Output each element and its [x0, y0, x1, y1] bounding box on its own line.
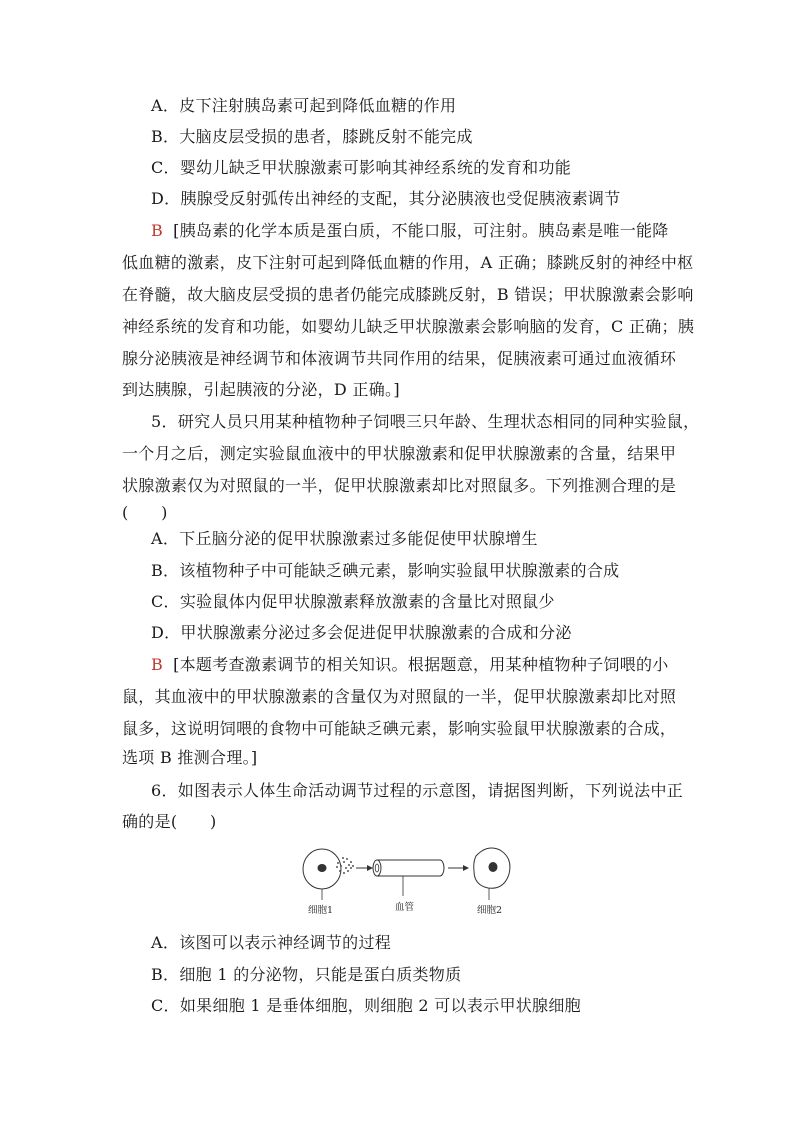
q6-stem-line-1: 6．如图表示人体生命活动调节过程的示意图，请据图判断，下列说法中正	[151, 781, 684, 800]
q5-stem-line-4: ( )	[122, 503, 168, 522]
q5-stem-line-1: 5．研究人员只用某种植物种子饲喂三只年龄、生理状态相同的同种实验鼠，	[151, 412, 700, 431]
q4-explanation-line-3: 在脊髓，故大脑皮层受损的患者仍能完成膝跳反射，B 错误；甲状腺激素会影响	[122, 285, 694, 304]
label-cell-1: 细胞1	[308, 905, 334, 916]
q5-explanation-line-4: 选项 B 推测合理。]	[122, 748, 258, 767]
q5-explanation-line-1: [本题考查激素调节的相关知识。根据题意，用某种植物种子饲喂的小	[173, 655, 669, 674]
q5-option-b: B．该植物种子中可能缺乏碘元素，影响实验鼠甲状腺激素的合成	[151, 561, 620, 580]
q5-explanation-line-2: 鼠，其血液中的甲状腺激素的含量仅为对照鼠的一半，促甲状腺激素却比对照	[122, 687, 677, 706]
arrow-2	[448, 865, 469, 871]
q4-answer-line	[151, 221, 669, 241]
cell-2	[474, 848, 510, 900]
regulation-diagram	[300, 838, 515, 920]
arrow-1	[356, 865, 373, 871]
q4-option-d: D．胰腺受反射弧传出神经的支配，其分泌胰液也受促胰液素调节	[151, 189, 621, 208]
q4-option-b: B．大脑皮层受损的患者，膝跳反射不能完成	[151, 127, 473, 146]
q4-answer: B	[151, 221, 164, 240]
q6-stem-line-2: 确的是( )	[122, 812, 217, 831]
q5-stem-line-3: 状腺激素仅为对照鼠的一半，促甲状腺激素却比对照鼠多。下列推测合理的是	[122, 476, 677, 495]
q6-option-b: B．细胞 1 的分泌物，只能是蛋白质类物质	[151, 965, 462, 984]
q4-explanation-line-4: 神经系统的发育和功能，如婴幼儿缺乏甲状腺激素会影响脑的发育，C 正确；胰	[122, 317, 695, 336]
cell-1	[303, 849, 341, 889]
q4-explanation-line-5: 腺分泌胰液是神经调节和体液调节共同作用的结果，促胰液素可通过血液循环	[122, 349, 677, 368]
q5-answer: B	[151, 655, 164, 674]
q5-option-a: A．下丘脑分泌的促甲状腺激素过多能促使甲状腺增生	[151, 529, 538, 548]
q5-answer-line	[151, 655, 669, 675]
q5-option-d: D．甲状腺激素分泌过多会促进促甲状腺激素的合成和分泌	[151, 623, 572, 642]
label-cell-2: 细胞2	[477, 905, 503, 916]
q5-stem-line-2: 一个月之后，测定实验鼠血液中的甲状腺激素和促甲状腺激素的含量，结果甲	[122, 444, 677, 463]
q4-option-c: C．婴幼儿缺乏甲状腺激素可影响其神经系统的发育和功能	[151, 158, 572, 177]
q6-option-c: C．如果细胞 1 是垂体细胞，则细胞 2 可以表示甲状腺细胞	[151, 996, 581, 1015]
q4-explanation-line-1: [胰岛素的化学本质是蛋白质，不能口服，可注射。胰岛素是唯一能降	[173, 221, 669, 240]
q4-explanation-line-6: 到达胰腺，引起胰液的分泌，D 正确。]	[122, 380, 400, 399]
blood-vessel	[373, 860, 444, 896]
q5-option-c: C．实验鼠体内促甲状腺激素释放激素的含量比对照鼠少	[151, 592, 555, 611]
q4-option-a: A．皮下注射胰岛素可起到降低血糖的作用	[151, 96, 457, 115]
q5-explanation-line-3: 鼠多，这说明饲喂的食物中可能缺乏碘元素，影响实验鼠甲状腺激素的合成，	[122, 719, 677, 738]
q6-option-a: A．该图可以表示神经调节的过程	[151, 933, 392, 952]
q4-explanation-line-2: 低血糖的激素，皮下注射可起到降低血糖的作用，A 正确；膝跳反射的神经中枢	[122, 253, 694, 272]
label-vessel: 血管	[395, 902, 415, 913]
